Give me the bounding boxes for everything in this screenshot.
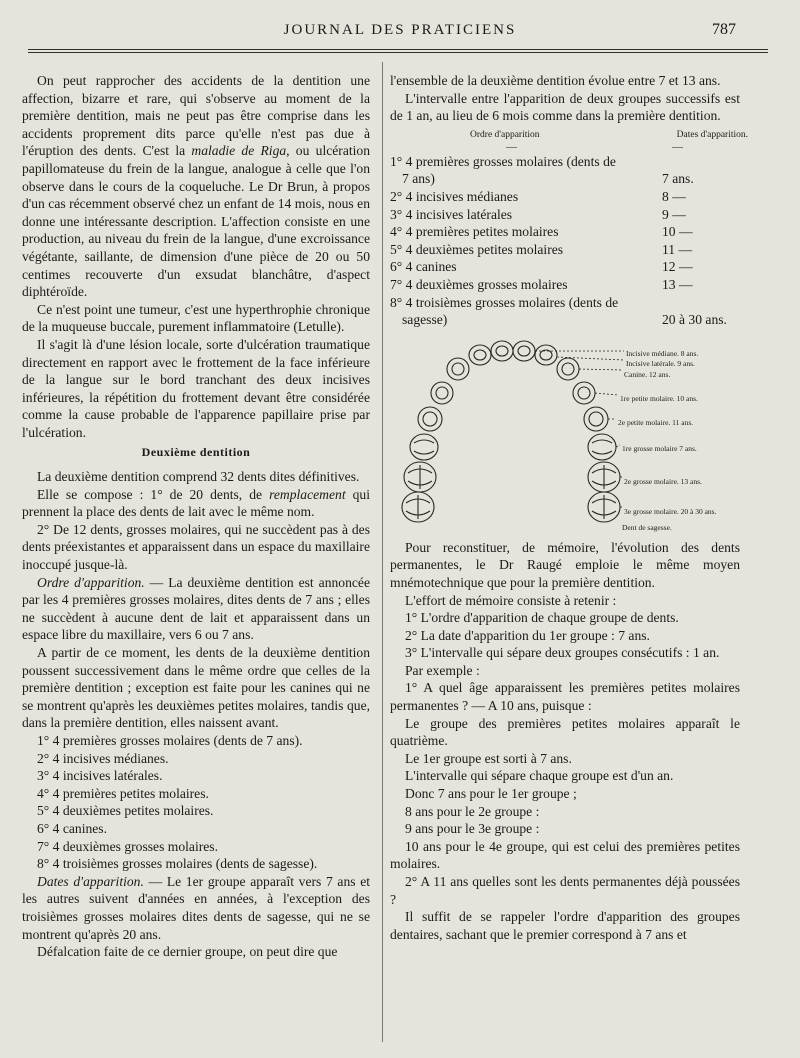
paragraph: Le groupe des premières petites molaires apparaît le quatrième. xyxy=(390,715,740,749)
list-item: 6° 4 canines. xyxy=(37,820,107,836)
paragraph: Il suffit de se rappeler l'ordre d'apparition des groupes dentaires, sachant que le premier correspond à 7 ans et xyxy=(390,909,740,942)
paragraph: 10 ans pour le 4e groupe, qui est celui des premières petites molaires. xyxy=(390,838,740,872)
list-item: 2° 4 incisives médianes. xyxy=(37,750,169,766)
list-item: 5° 4 deuxièmes petites molaires. xyxy=(37,803,214,819)
journal-title: JOURNAL DES PRATICIENS xyxy=(283,22,517,38)
paragraph: La deuxième dentition comprend 32 dents dites définitives. xyxy=(37,469,360,485)
paragraph: 2° De 12 dents, grosses molaires, qui ne succèdent pas à des dents préexistantes et apparaissent dans un espace du maxillaire inoccupé jusque-là. xyxy=(22,521,370,573)
diagram-label: 1re grosse molaire 7 ans. xyxy=(622,443,697,453)
paragraph: 2° A 11 ans quelles sont les dents permanentes déjà poussées ? xyxy=(390,874,740,907)
page-number: 787 xyxy=(712,21,736,38)
paragraph: Elle se compose : 1° de 20 dents, de remplacement qui prennent la place des dents de lait avec le même nom. xyxy=(22,486,370,520)
dental-arch-diagram xyxy=(390,335,740,535)
paragraph: 1° A quel âge apparaissent les premières petites molaires permanentes ? — A 10 ans, puisque : xyxy=(390,680,740,714)
paragraph: 1° L'ordre d'apparition de chaque groupe de dents. xyxy=(405,610,679,626)
table-row: 2° 4 incisives médianes 8 — xyxy=(390,188,686,204)
table-row: 1° 4 premières grosses molaires (dents de xyxy=(390,153,616,169)
paragraph: 8 ans pour le 2e groupe : xyxy=(405,803,540,819)
column-divider xyxy=(382,62,383,1042)
paragraph: Par exemple : xyxy=(405,662,480,678)
page-header xyxy=(0,18,800,48)
table-header-order: Ordre d'apparition xyxy=(470,129,540,140)
list-item: 8° 4 troisièmes grosses molaires (dents de sagesse). xyxy=(37,856,318,872)
table-header xyxy=(390,127,748,143)
paragraph: Ordre d'apparition. — La deuxième dentition est annoncée par les 4 premières grosses molaires, dites dents de 7 ans ; elles ne succèdent à aucune dent de lait et apparaissent dans un espace libre du maxillaire, vers 6 ou 7 ans. xyxy=(22,574,370,643)
list-item: 7° 4 deuxièmes grosses molaires. xyxy=(37,838,218,854)
table-row: 6° 4 canines 12 — xyxy=(390,259,693,275)
left-column xyxy=(22,72,370,961)
table-header-dates: Dates d'apparition. xyxy=(676,129,748,140)
list-item: 1° 4 premières grosses molaires (dents de 7 ans). xyxy=(37,732,303,748)
section-heading: Deuxième dentition xyxy=(141,445,251,460)
paragraph: Pour reconstituer, de mémoire, l'évolution des dents permanentes, le Dr Raugé emploie le même moyen mnémotechnique que pour la première dentition. xyxy=(390,539,740,590)
diagram-label: 2e grosse molaire. 13 ans. xyxy=(624,476,702,486)
paragraph: Donc 7 ans pour le 1er groupe ; xyxy=(405,786,577,802)
diagram-label: Canine. 12 ans. xyxy=(624,369,671,379)
list-item: 3° 4 incisives latérales. xyxy=(37,768,163,784)
right-column xyxy=(390,72,748,943)
table-row: 3° 4 incisives latérales 9 — xyxy=(390,206,686,222)
paragraph: Défalcation faite de ce dernier groupe, on peut dire que xyxy=(37,944,338,960)
header-rule-double xyxy=(28,52,768,53)
paragraph: L'intervalle entre l'apparition de deux groupes successifs est de 1 an, au lieu de 6 mois comme dans la première dentition. xyxy=(390,90,740,124)
table-row: 5° 4 deuxièmes petites molaires 11 — xyxy=(390,241,693,257)
paragraph: Ce n'est point une tumeur, c'est une hyperthrophie chronique de la muqueuse buccale, purement inflammatoire (Letulle). xyxy=(22,301,370,335)
paragraph: 3° L'intervalle qui sépare deux groupes consécutifs : 1 an. xyxy=(405,645,720,661)
table-row: 4° 4 premières petites molaires 10 — xyxy=(390,224,693,240)
table-row: 8° 4 troisièmes grosses molaires (dents de xyxy=(390,294,619,310)
diagram-label: Incisive latérale. 9 ans. xyxy=(626,358,695,368)
table-row: sagesse) 20 à 30 ans. xyxy=(402,312,727,328)
paragraph: Il s'agit là d'une lésion locale, sorte d'ulcération traumatique directement en rapport avec le frottement de la face inférieure de la langue sur le bord tranchant des deux incisives inférieures, la répétition du frottement devant être considérée comme la cause probable de l'apparence papillaire prise par l'ulcération. xyxy=(22,336,370,440)
table-dash: — — xyxy=(506,140,683,153)
paragraph: Dates d'apparition. — Le 1er groupe apparaît vers 7 ans et les autres suivent d'années en années, à l'exception des troisièmes grosses molaires dites dents de sagesse, qui ne se montrent qu'après 20 ans. xyxy=(22,873,371,942)
diagram-label: 1re petite molaire. 10 ans. xyxy=(620,393,698,403)
diagram-label: 3e grosse molaire. 20 à 30 ans. xyxy=(624,506,717,516)
paragraph: 2° La date d'apparition du 1er groupe : 7 ans. xyxy=(405,627,650,643)
paragraph: A partir de ce moment, les dents de la deuxième dentition poussent successivement dans le même ordre que celles de la première dentition ; exception est faite pour les canines qui ne se montrent qu'après les deuxièmes petites molaires, tandis que, dans la première dentition, elles naissent avant. xyxy=(22,645,370,731)
list-item: 4° 4 premières petites molaires. xyxy=(37,785,209,801)
paragraph: L'effort de mémoire consiste à retenir : xyxy=(405,592,617,608)
table-row: 7 ans) 7 ans. xyxy=(402,171,694,187)
paragraph: Le 1er groupe est sorti à 7 ans. xyxy=(405,750,572,766)
paragraph: L'intervalle qui sépare chaque groupe est d'un an. xyxy=(405,768,674,784)
paragraph: 9 ans pour le 3e groupe : xyxy=(405,821,540,837)
paragraph: l'ensemble de la deuxième dentition évolue entre 7 et 13 ans. xyxy=(390,73,721,88)
paragraph: On peut rapprocher des accidents de la dentition une affection, bizarre et rare, qui s'observe au moment de la première dentition, mais ne peut pas être comprise dans les accidents proprement dits parce qu'elle n'est pas due à l'éruption des dents. C'est la maladie de Riga, ou ulcération papillomateuse du frein de la langue, analogue à celle que l'on observe dans le cours de la coqueluche. Le Dr Brun, à propos d'un cas récemment observé chez un enfant de 14 mois, nous en donne une intéressante description. L'affection consiste en une production, au niveau du frein de la langue, d'une excroissance végétante, saillante, de dimension d'une pièce de 20 ou 50 centimes recouverte d'un exsudat blanchâtre, d'aspect diphtéroïde. xyxy=(22,73,370,300)
diagram-label: Dent de sagesse. xyxy=(622,522,672,532)
table-row: 7° 4 deuxièmes grosses molaires 13 — xyxy=(390,276,693,292)
header-rule xyxy=(28,49,768,50)
diagram-label: Incisive médiane. 8 ans. xyxy=(626,348,699,358)
diagram-label: 2e petite molaire. 11 ans. xyxy=(618,417,694,427)
